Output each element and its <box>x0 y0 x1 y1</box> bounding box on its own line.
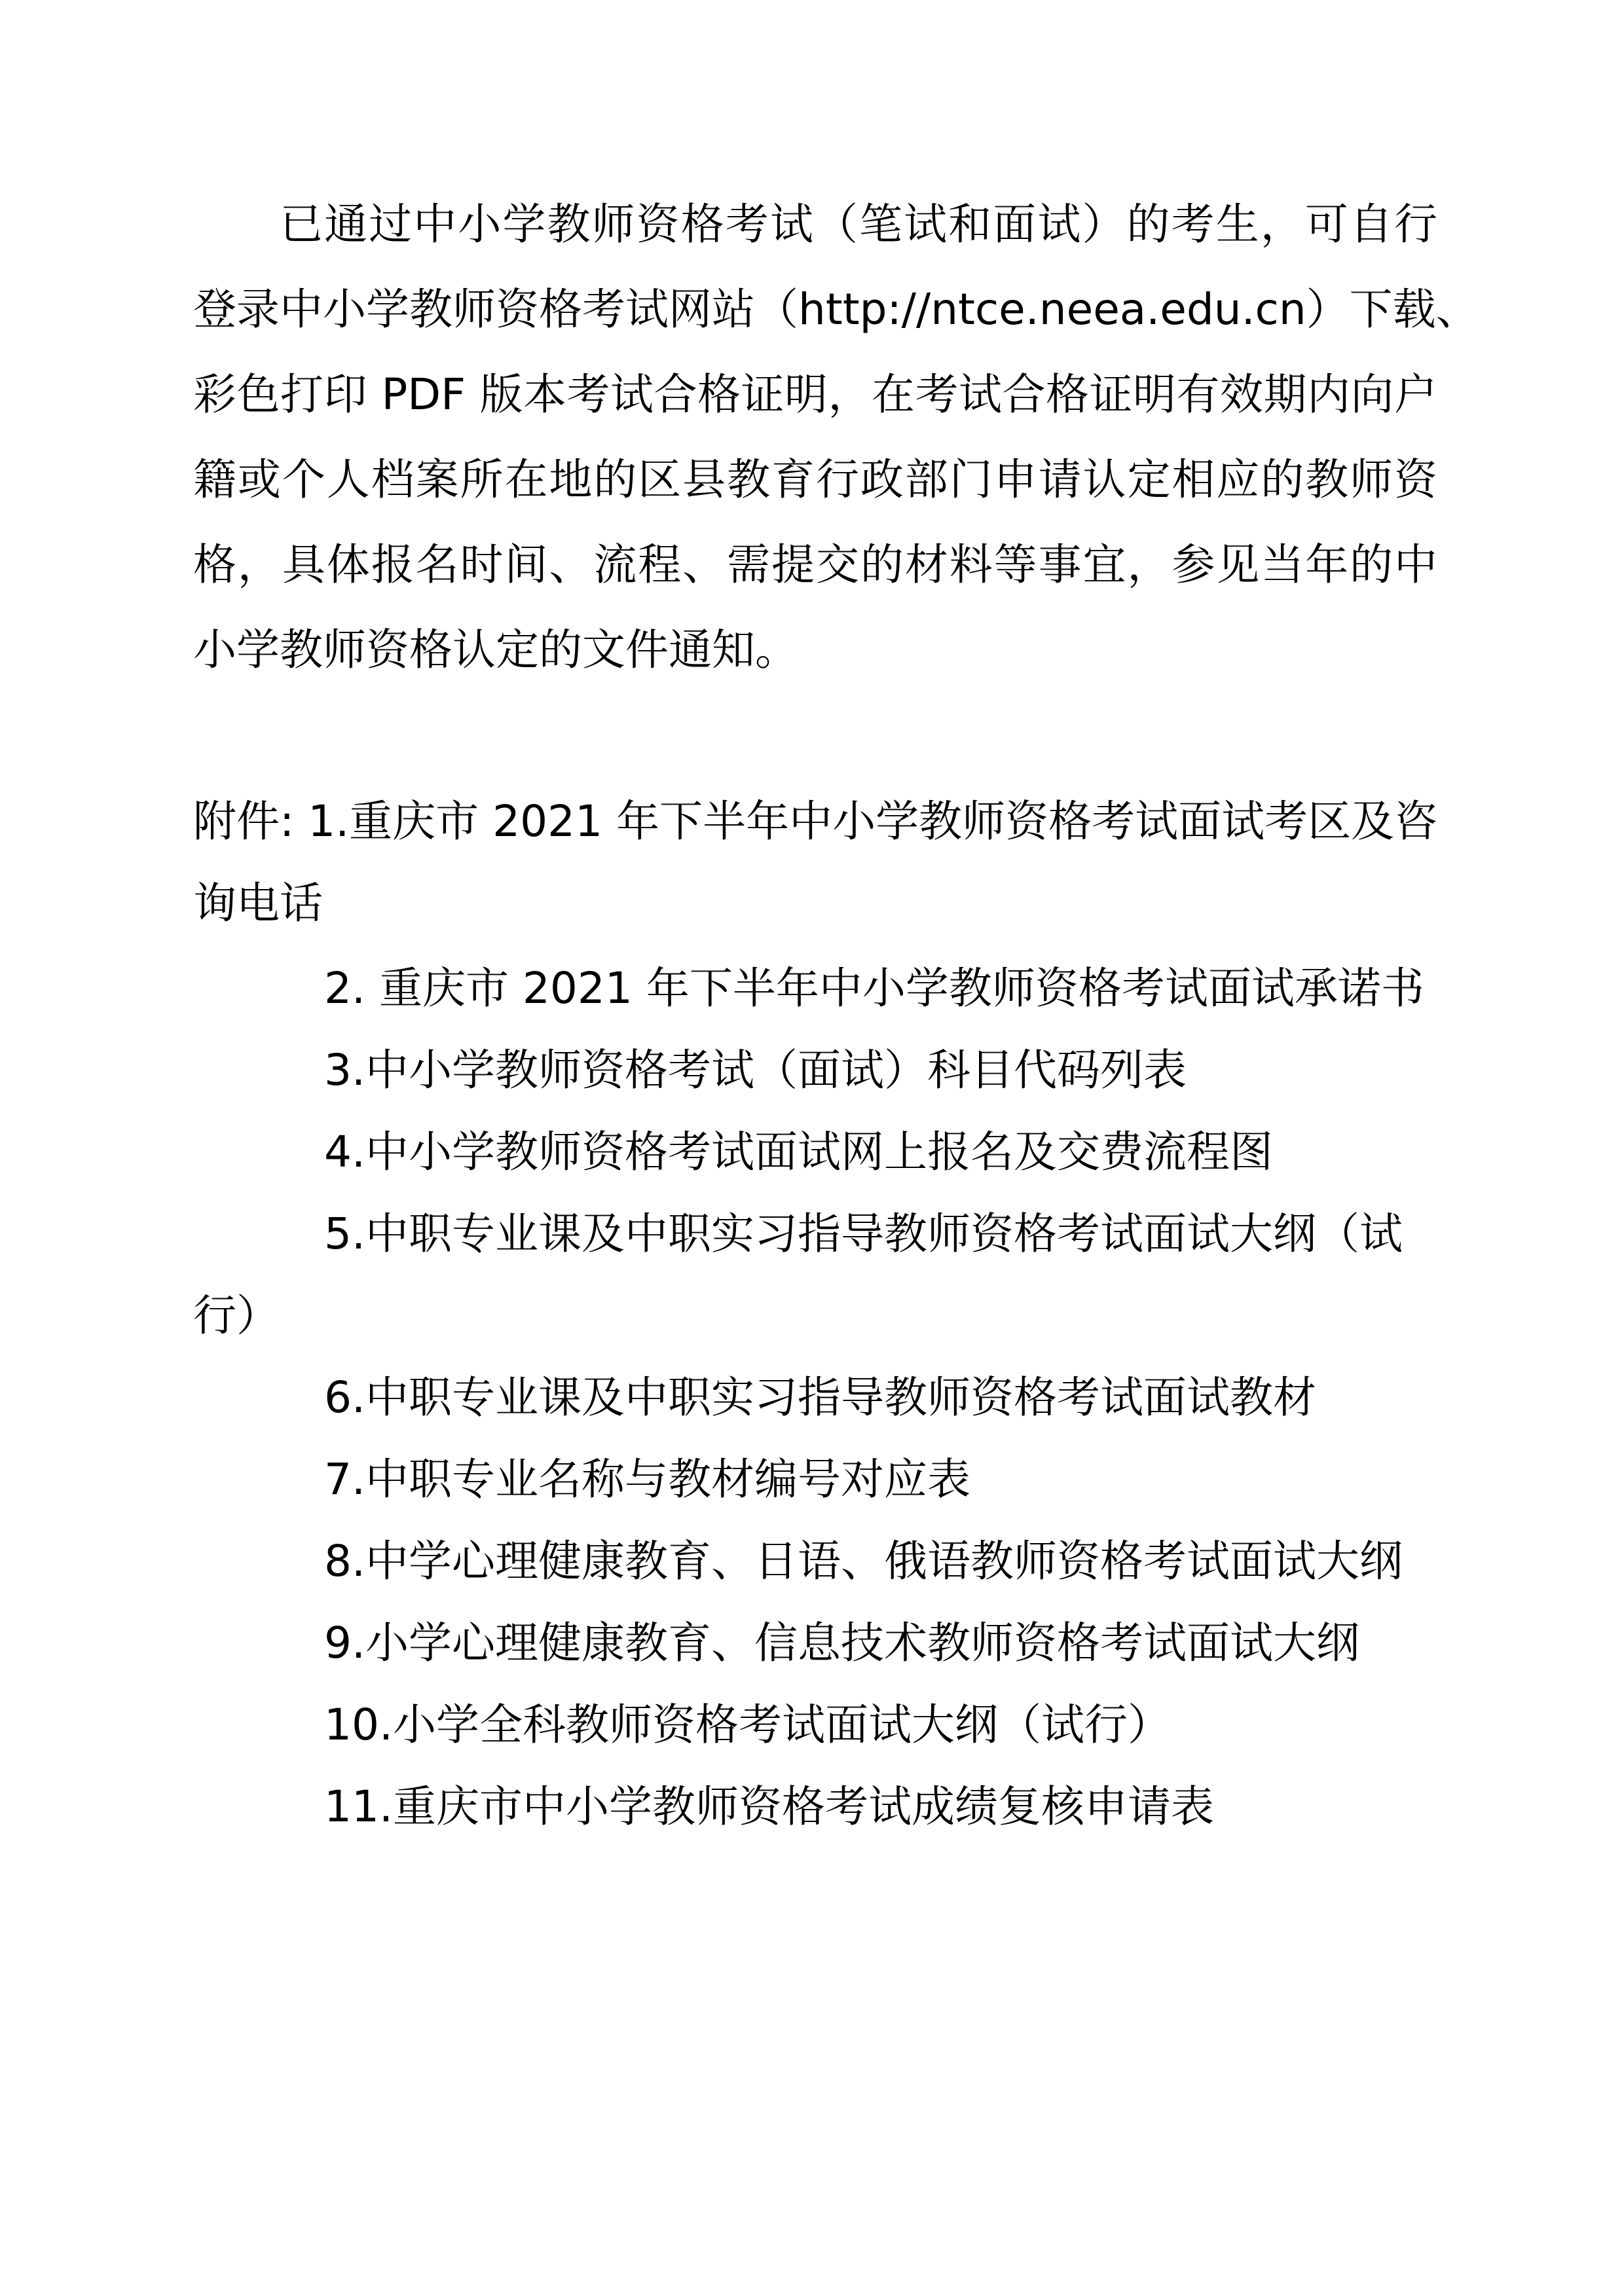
attachments-heading: 附件: 1.重庆市 2021 年下半年中小学教师资格考试面试考区及咨 <box>193 796 1438 847</box>
attachment-item-continuation: 行） <box>193 1290 280 1341</box>
attachment-item: 2. 重庆市 2021 年下半年中小学教师资格考试面试承诺书 <box>324 963 1424 1013</box>
paragraph-line: 格，具体报名时间、流程、需提交的材料等事宜，参见当年的中 <box>193 539 1437 590</box>
attachment-item: 5.中职专业课及中职实习指导教师资格考试面试大纲（试 <box>324 1209 1403 1259</box>
attachment-item: 4.中小学教师资格考试面试网上报名及交费流程图 <box>324 1127 1273 1177</box>
paragraph-line: 籍或个人档案所在地的区县教育行政部门申请认定相应的教师资 <box>193 454 1437 505</box>
paragraph-line: 彩色打印 PDF 版本考试合格证明，在考试合格证明有效期内向户 <box>193 369 1437 420</box>
paragraph-line: 小学教师资格认定的文件通知。 <box>193 625 798 675</box>
attachment-item: 6.中职专业课及中职实习指导教师资格考试面试教材 <box>324 1372 1316 1423</box>
paragraph-line: 登录中小学教师资格考试网站（http://ntce.neea.edu.cn）下载、 <box>193 284 1479 335</box>
paragraph-line: 已通过中小学教师资格考试（笔试和面试）的考生，可自行 <box>280 199 1437 249</box>
attachments-heading-continuation: 询电话 <box>193 878 323 928</box>
attachment-item: 3.中小学教师资格考试（面试）科目代码列表 <box>324 1045 1187 1095</box>
attachment-item: 9.小学心理健康教育、信息技术教师资格考试面试大纲 <box>324 1618 1359 1668</box>
attachment-item: 7.中职专业名称与教材编号对应表 <box>324 1454 970 1504</box>
attachment-item: 11.重庆市中小学教师资格考试成绩复核申请表 <box>324 1781 1214 1832</box>
attachment-item: 10.小学全科教师资格考试面试大纲（试行） <box>324 1700 1171 1750</box>
attachment-item: 8.中学心理健康教育、日语、俄语教师资格考试面试大纲 <box>324 1536 1403 1586</box>
